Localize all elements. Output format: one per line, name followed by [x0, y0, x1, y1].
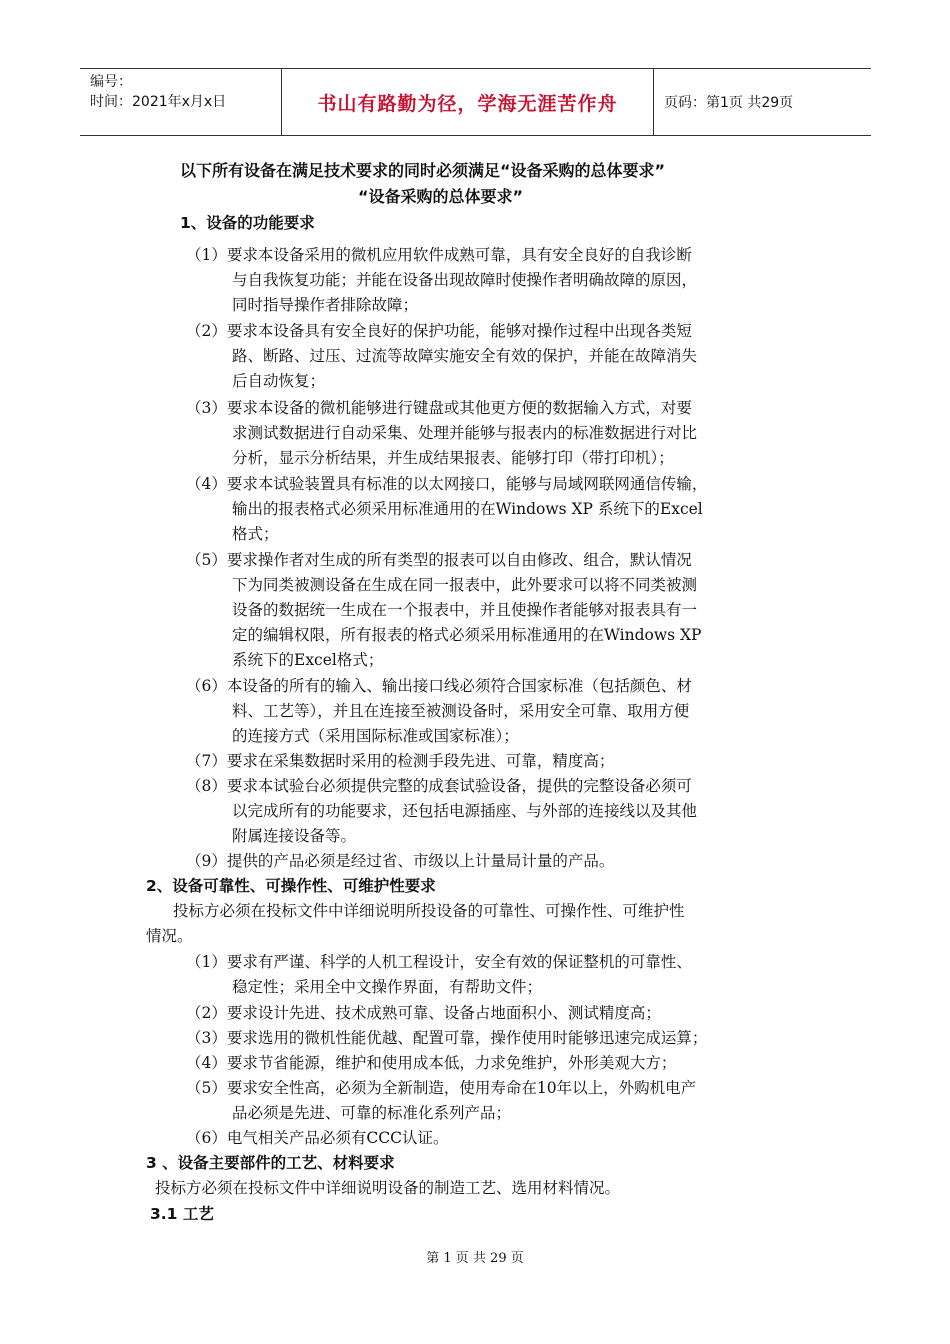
s1-item-1-line-1: （1）要求本设备采用的微机应用软件成熟可靠，具有安全良好的自我诊断 [186, 246, 692, 264]
s2-item-5-line-1: （5）要求安全性高，必须为全新制造，使用寿命在10年以上，外购机电产 [186, 1079, 697, 1097]
s1-item-9-line-1: （9）提供的产品必须是经过省、市级以上计量局计量的产品。 [186, 852, 615, 870]
s2-item-3-line-1: （3）要求选用的微机性能优越、配置可靠，操作使用时能够迅速完成运算； [186, 1029, 708, 1047]
s1-item-4-line-2: 输出的报表格式必须采用标准通用的在Windows XP 系统下的Excel [232, 500, 703, 518]
title-line-2: “设备采购的总体要求” [358, 187, 524, 206]
s1-item-2-line-1: （2）要求本设备具有安全良好的保护功能，能够对操作过程中出现各类短 [186, 322, 692, 340]
section-1-heading: 1、设备的功能要求 [180, 214, 315, 232]
s1-item-4-line-3: 格式； [232, 525, 279, 543]
s1-item-5-line-3: 设备的数据统一生成在一个报表中，并且使操作者能够对报表具有一 [232, 601, 698, 619]
s1-item-7-line-1: （7）要求在采集数据时采用的检测手段先进、可靠，精度高； [186, 752, 615, 770]
s2-intro-line-2: 情况。 [146, 927, 193, 945]
number-label: 编号： [90, 74, 132, 90]
date-label: 时间：2021年x月x日 [90, 94, 227, 110]
s2-item-1-line-1: （1）要求有严谨、科学的人机工程设计，安全有效的保证整机的可靠性、 [186, 953, 692, 971]
s1-item-1-line-3: 同时指导操作者排除故障； [232, 296, 419, 314]
header-table [80, 68, 871, 136]
header-motto-cell [282, 69, 654, 135]
s1-item-2-line-2: 路、断路、过压、过流等故障实施安全有效的保护，并能在故障消失 [232, 347, 698, 365]
section-3-heading: 3 、设备主要部件的工艺、材料要求 [146, 1154, 395, 1172]
page-info: 页码：第1页 共29页 [664, 95, 794, 111]
s1-item-6-line-2: 料、工艺等），并且在连接至被测设备时，采用安全可靠、取用方便 [232, 702, 690, 720]
motto: 书山有路勤为径，学海无涯苦作舟 [317, 92, 618, 115]
header-page-cell [654, 69, 871, 135]
s1-item-5-line-5: 系统下的Excel格式； [232, 651, 384, 669]
s2-item-2-line-1: （2）要求设计先进、技术成熟可靠、设备占地面积小、测试精度高； [186, 1004, 661, 1022]
s2-item-1-line-2: 稳定性；采用全中文操作界面，有帮助文件； [232, 978, 543, 996]
s1-item-4-line-1: （4）要求本试验装置具有标准的以太网接口，能够与局域网联网通信传输， [186, 475, 708, 493]
s2-item-4-line-1: （4）要求节省能源，维护和使用成本低，力求免维护，外形美观大方； [186, 1054, 677, 1072]
s2-item-5-line-2: 品必须是先进、可靠的标准化系列产品； [232, 1104, 512, 1122]
s1-item-3-line-1: （3）要求本设备的微机能够进行键盘或其他更方便的数据输入方式，对要 [186, 399, 692, 417]
title-line-1: 以下所有设备在满足技术要求的同时必须满足“设备采购的总体要求” [180, 161, 666, 180]
s1-item-2-line-3: 后自动恢复； [232, 372, 326, 390]
s1-item-6-line-3: 的连接方式（采用国际标准或国家标准）； [232, 727, 519, 745]
section-3-1-heading: 3.1 工艺 [150, 1205, 214, 1223]
s1-item-8-line-3: 附属连接设备等。 [232, 827, 357, 845]
s1-item-5-line-2: 下为同类被测设备在生成在同一报表中，此外要求可以将不同类被测 [232, 576, 698, 594]
s1-item-5-line-1: （5）要求操作者对生成的所有类型的报表可以自由修改、组合，默认情况 [186, 551, 692, 569]
s1-item-3-line-2: 求测试数据进行自动采集、处理并能够与报表内的标准数据进行对比 [232, 424, 698, 442]
header-meta-cell [80, 69, 282, 135]
s1-item-8-line-2: 以完成所有的功能要求，还包括电源插座、与外部的连接线以及其他 [232, 802, 698, 820]
s3-intro: 投标方必须在投标文件中详细说明设备的制造工艺、选用材料情况。 [155, 1179, 621, 1197]
page-footer: 第 1 页 共 29 页 [426, 1251, 524, 1266]
section-2-heading: 2、设备可靠性、可操作性、可维护性要求 [146, 877, 436, 895]
s1-item-5-line-4: 定的编辑权限，所有报表的格式必须采用标准通用的在Windows XP [232, 626, 702, 644]
s1-item-8-line-1: （8）要求本试验台必须提供完整的成套试验设备，提供的完整设备必须可 [186, 777, 692, 795]
s1-item-3-line-3: 分析，显示分析结果，并生成结果报表、能够打印（带打印机）； [232, 449, 674, 467]
s1-item-1-line-2: 与自我恢复功能；并能在设备出现故障时使操作者明确故障的原因， [232, 271, 698, 289]
s2-intro-line-1: 投标方必须在投标文件中详细说明所投设备的可靠性、可操作性、可维护性 [173, 902, 685, 920]
s1-item-6-line-1: （6）本设备的所有的输入、输出接口线必须符合国家标准（包括颜色、材 [186, 677, 692, 695]
s2-item-6-line-1: （6）电气相关产品必须有CCC认证。 [186, 1129, 449, 1147]
